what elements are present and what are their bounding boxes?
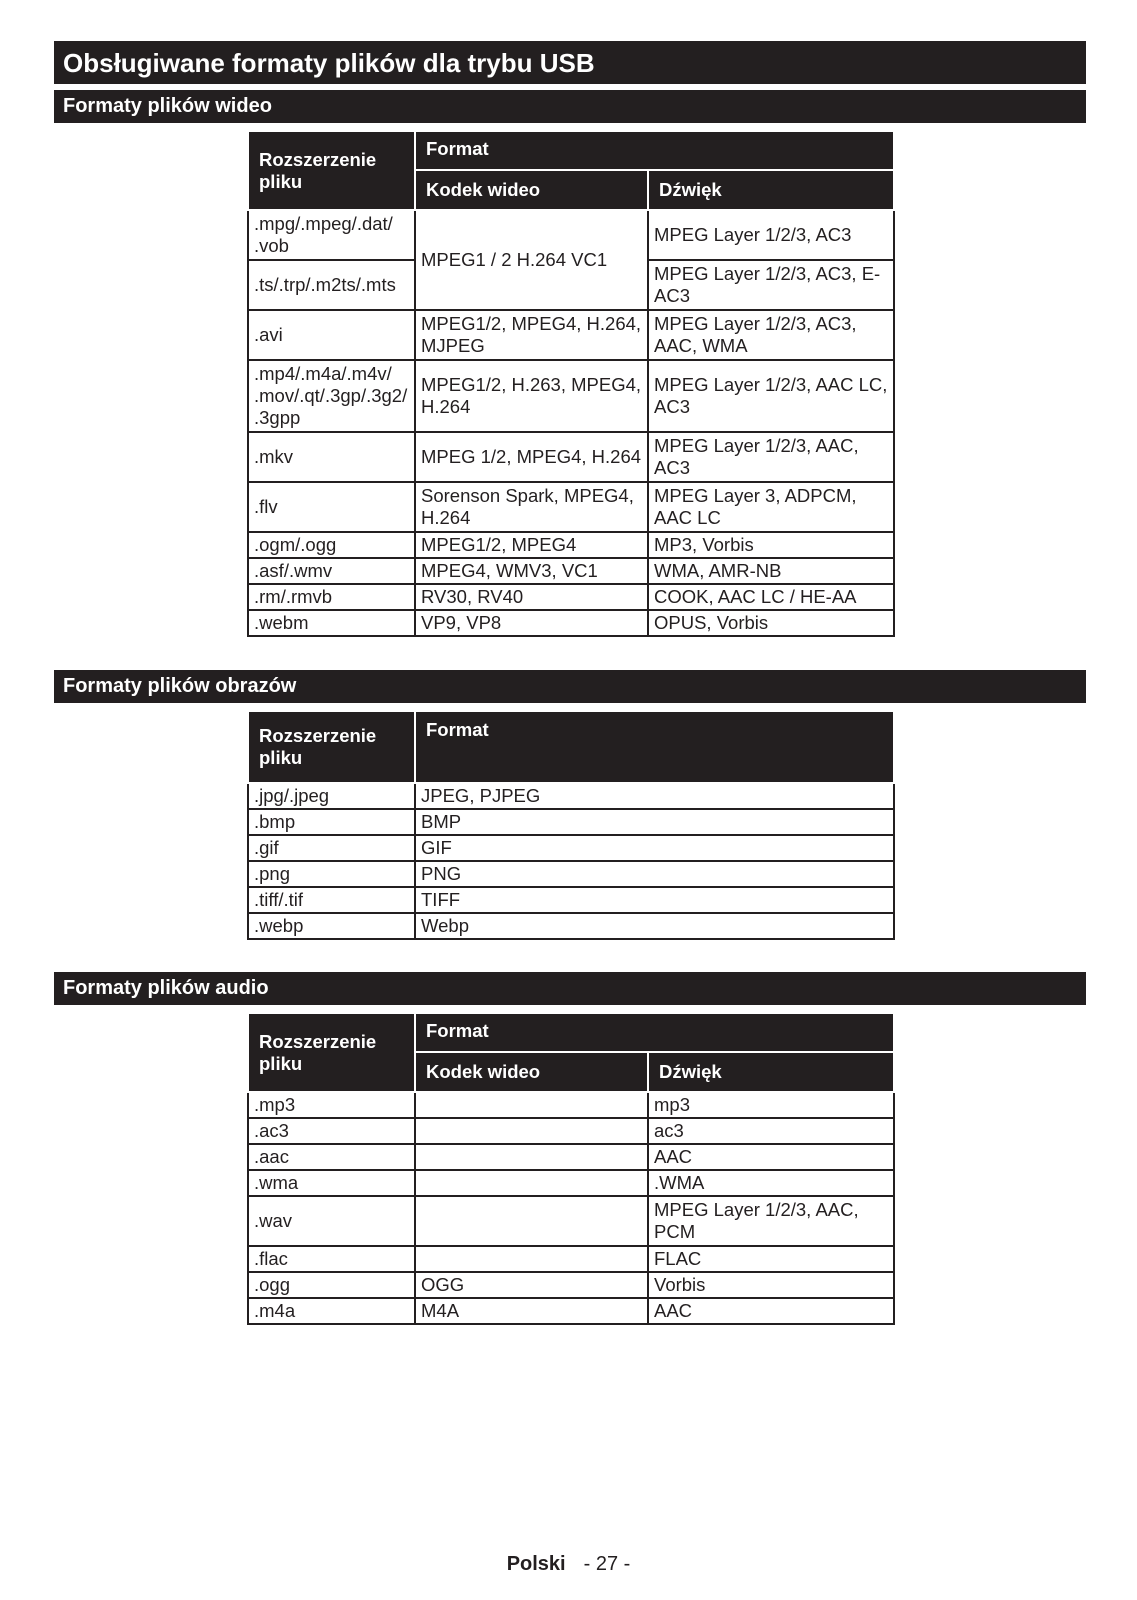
audio-cell: COOK, AAC LC / HE-AA (648, 584, 894, 610)
table-row (248, 1170, 894, 1196)
table-row (248, 482, 894, 532)
footer-language: Polski (506, 1553, 566, 1575)
video-codec-cell: MPEG 1/2, MPEG4, H.264 (415, 432, 648, 482)
page-title: Obsługiwane formaty plików dla trybu USB (54, 41, 1086, 84)
table-row (248, 558, 894, 584)
audio-cell: MPEG Layer 1/2/3, AC3, AAC, WMA (648, 310, 894, 360)
extension-cell: .flac (248, 1246, 415, 1272)
col-video-codec-header: Kodek wideo (415, 170, 648, 210)
table-row (248, 310, 894, 360)
audio-cell: MPEG Layer 1/2/3, AC3 (648, 210, 894, 260)
extension-cell: .ac3 (248, 1118, 415, 1144)
extension-cell: .gif (248, 835, 415, 861)
extension-cell: .mp4/.m4a/.m4v/ .mov/.qt/.3gp/.3g2/ .3gpp (248, 360, 415, 432)
audio-cell: AAC (648, 1144, 894, 1170)
extension-cell: .avi (248, 310, 415, 360)
page-footer (0, 1553, 1137, 1576)
audio-cell: FLAC (648, 1246, 894, 1272)
audio-cell: MPEG Layer 3, ADPCM, AAC LC (648, 482, 894, 532)
video-codec-cell: MPEG1/2, MPEG4 (415, 532, 648, 558)
audio-cell: WMA, AMR-NB (648, 558, 894, 584)
extension-cell: .mpg/.mpeg/.dat/ .vob (248, 210, 415, 260)
video-codec-cell: MPEG1/2, H.263, MPEG4, H.264 (415, 360, 648, 432)
col-format-header: Format (415, 711, 894, 783)
extension-cell: .bmp (248, 809, 415, 835)
col-extension-header: Rozszerzenie pliku (248, 711, 415, 783)
video-codec-cell (415, 1092, 648, 1118)
audio-cell: MPEG Layer 1/2/3, AAC, PCM (648, 1196, 894, 1246)
image-section-heading: Formaty plików obrazów (54, 670, 1086, 703)
extension-cell: .asf/.wmv (248, 558, 415, 584)
extension-cell: .m4a (248, 1298, 415, 1324)
page-number: - 27 - (583, 1553, 631, 1575)
video-codec-cell: M4A (415, 1298, 648, 1324)
audio-cell: .WMA (648, 1170, 894, 1196)
audio-cell: MPEG Layer 1/2/3, AAC LC, AC3 (648, 360, 894, 432)
format-cell: Webp (415, 913, 894, 939)
audio-cell: OPUS, Vorbis (648, 610, 894, 636)
audio-cell: MP3, Vorbis (648, 532, 894, 558)
video-codec-cell: VP9, VP8 (415, 610, 648, 636)
video-codec-cell (415, 1246, 648, 1272)
audio-cell: ac3 (648, 1118, 894, 1144)
extension-cell: .webm (248, 610, 415, 636)
format-cell: JPEG, PJPEG (415, 783, 894, 809)
video-section-heading: Formaty plików wideo (54, 90, 1086, 123)
audio-cell: AAC (648, 1298, 894, 1324)
video-codec-cell: OGG (415, 1272, 648, 1298)
table-row (248, 584, 894, 610)
extension-cell: .wav (248, 1196, 415, 1246)
video-codec-cell: MPEG1 / 2 H.264 VC1 (415, 210, 648, 310)
video-codec-cell (415, 1170, 648, 1196)
table-row (248, 360, 894, 432)
extension-cell: .aac (248, 1144, 415, 1170)
extension-cell: .jpg/.jpeg (248, 783, 415, 809)
table-row (248, 835, 894, 861)
table-row (248, 887, 894, 913)
audio-cell: Vorbis (648, 1272, 894, 1298)
format-cell: TIFF (415, 887, 894, 913)
video-codec-cell: RV30, RV40 (415, 584, 648, 610)
extension-cell: .wma (248, 1170, 415, 1196)
extension-cell: .ts/.trp/.m2ts/.mts (248, 260, 415, 310)
col-format-header: Format (415, 1013, 894, 1052)
video-codec-cell (415, 1118, 648, 1144)
col-audio-header: Dźwięk (648, 1052, 894, 1092)
table-row (248, 913, 894, 939)
table-row (248, 1272, 894, 1298)
col-video-codec-header: Kodek wideo (415, 1052, 648, 1092)
table-row (248, 1118, 894, 1144)
audio-cell: mp3 (648, 1092, 894, 1118)
table-row (248, 1092, 894, 1118)
extension-cell: .tiff/.tif (248, 887, 415, 913)
extension-cell: .ogg (248, 1272, 415, 1298)
video-codec-cell: MPEG1/2, MPEG4, H.264, MJPEG (415, 310, 648, 360)
table-row (248, 1246, 894, 1272)
table-row (248, 1196, 894, 1246)
audio-formats-table (247, 1012, 895, 1325)
extension-cell: .webp (248, 913, 415, 939)
audio-cell: MPEG Layer 1/2/3, AC3, E-AC3 (648, 260, 894, 310)
table-row (248, 1298, 894, 1324)
table-row (248, 861, 894, 887)
col-audio-header: Dźwięk (648, 170, 894, 210)
table-row (248, 532, 894, 558)
table-row (248, 809, 894, 835)
extension-cell: .mp3 (248, 1092, 415, 1118)
audio-section-heading: Formaty plików audio (54, 972, 1086, 1005)
extension-cell: .ogm/.ogg (248, 532, 415, 558)
audio-cell: MPEG Layer 1/2/3, AAC, AC3 (648, 432, 894, 482)
video-codec-cell (415, 1196, 648, 1246)
col-extension-header: Rozszerzenie pliku (248, 131, 415, 210)
extension-cell: .png (248, 861, 415, 887)
image-formats-table (247, 710, 895, 940)
table-row (248, 610, 894, 636)
video-codec-cell: MPEG4, WMV3, VC1 (415, 558, 648, 584)
table-row (248, 210, 894, 260)
format-cell: BMP (415, 809, 894, 835)
table-row (248, 1144, 894, 1170)
table-row (248, 432, 894, 482)
video-codec-cell (415, 1144, 648, 1170)
video-codec-cell: Sorenson Spark, MPEG4, H.264 (415, 482, 648, 532)
col-format-header: Format (415, 131, 894, 170)
format-cell: GIF (415, 835, 894, 861)
extension-cell: .mkv (248, 432, 415, 482)
video-formats-table (247, 130, 895, 637)
col-extension-header: Rozszerzenie pliku (248, 1013, 415, 1092)
table-row (248, 783, 894, 809)
extension-cell: .flv (248, 482, 415, 532)
format-cell: PNG (415, 861, 894, 887)
extension-cell: .rm/.rmvb (248, 584, 415, 610)
